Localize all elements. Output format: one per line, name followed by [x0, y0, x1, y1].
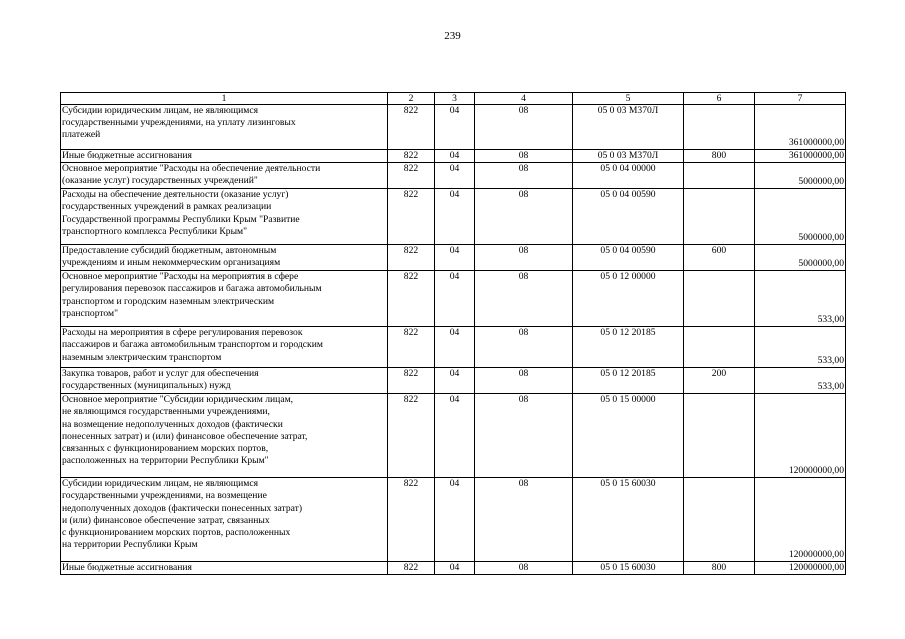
row-description: Основное мероприятие "Расходы на мероприятия в сфере регулирования перевозок пассажиров и багажа автомобильным транспортом и городским наземным электрическим транспортом" [61, 271, 388, 327]
target-item-code: 05 0 12 00000 [573, 271, 684, 327]
expense-type-code [684, 394, 755, 478]
target-item-code: 05 0 04 00590 [573, 245, 684, 271]
row-description: Основное мероприятие "Расходы на обеспечение деятельности (оказание услуг) государственных учреждений" [61, 163, 388, 189]
ministry-code: 822 [388, 105, 435, 150]
expense-type-code [684, 478, 755, 562]
subsection-code: 08 [475, 394, 573, 478]
section-code: 04 [435, 163, 475, 189]
subsection-code: 08 [475, 163, 573, 189]
row-description: Предоставление субсидий бюджетным, автономным учреждениям и иным некоммерческим организациям [61, 245, 388, 271]
amount: 533,00 [755, 368, 846, 394]
subsection-code: 08 [475, 327, 573, 368]
ministry-code: 822 [388, 562, 435, 575]
amount: 120000000,00 [755, 562, 846, 575]
budget-table [60, 92, 846, 575]
ministry-code: 822 [388, 163, 435, 189]
subsection-code: 08 [475, 105, 573, 150]
target-item-code: 05 0 12 20185 [573, 368, 684, 394]
section-code: 04 [435, 189, 475, 245]
ministry-code: 822 [388, 245, 435, 271]
section-code: 04 [435, 562, 475, 575]
section-code: 04 [435, 327, 475, 368]
target-item-code: 05 0 03 М370Л [573, 150, 684, 163]
subsection-code: 08 [475, 562, 573, 575]
amount: 533,00 [755, 271, 846, 327]
page-number: 239 [444, 30, 461, 42]
row-description: Иные бюджетные ассигнования [61, 562, 388, 575]
subsection-code: 08 [475, 478, 573, 562]
column-header: 1 [61, 93, 388, 105]
column-header: 3 [435, 93, 475, 105]
table-header-row [61, 93, 846, 105]
row-description: Расходы на мероприятия в сфере регулирования перевозок пассажиров и багажа автомобильным транспортом и городским наземным электрическим транспортом [61, 327, 388, 368]
amount: 361000000,00 [755, 105, 846, 150]
table-row [61, 327, 846, 368]
amount: 120000000,00 [755, 394, 846, 478]
table-row [61, 271, 846, 327]
target-item-code: 05 0 04 00590 [573, 189, 684, 245]
section-code: 04 [435, 271, 475, 327]
expense-type-code: 600 [684, 245, 755, 271]
table-body [61, 105, 846, 575]
row-description: Закупка товаров, работ и услуг для обеспечения государственных (муниципальных) нужд [61, 368, 388, 394]
column-header: 4 [475, 93, 573, 105]
table-row [61, 478, 846, 562]
target-item-code: 05 0 15 60030 [573, 478, 684, 562]
table-row [61, 368, 846, 394]
section-code: 04 [435, 368, 475, 394]
table-row [61, 245, 846, 271]
ministry-code: 822 [388, 271, 435, 327]
ministry-code: 822 [388, 394, 435, 478]
expense-type-code: 800 [684, 150, 755, 163]
table-row [61, 105, 846, 150]
amount: 533,00 [755, 327, 846, 368]
row-description: Субсидии юридическим лицам, не являющимся государственными учреждениями, на уплату лизинговых платежей [61, 105, 388, 150]
row-description: Расходы на обеспечение деятельности (оказание услуг) государственных учреждений в рамках реализации Государственной программы Республики Крым "Развитие транспортного комплекса Республики Крым" [61, 189, 388, 245]
target-item-code: 05 0 15 00000 [573, 394, 684, 478]
ministry-code: 822 [388, 150, 435, 163]
column-header: 7 [755, 93, 846, 105]
table-row [61, 562, 846, 575]
target-item-code: 05 0 15 60030 [573, 562, 684, 575]
section-code: 04 [435, 105, 475, 150]
expense-type-code: 200 [684, 368, 755, 394]
table-row [61, 189, 846, 245]
subsection-code: 08 [475, 271, 573, 327]
row-description: Основное мероприятие "Субсидии юридическим лицам, не являющимся государственными учреждениями, на возмещение недополученных доходов (фактически понесенных затрат) и (или) финансовое обеспечение затрат, связанных с функционированием морских портов, расположенных на территории Республики Крым" [61, 394, 388, 478]
ministry-code: 822 [388, 189, 435, 245]
amount: 361000000,00 [755, 150, 846, 163]
row-description: Субсидии юридическим лицам, не являющимся государственными учреждениями, на возмещение недополученных доходов (фактически понесенных затрат) и (или) финансовое обеспечение затрат, связанных с функционированием морских портов, расположенных на территории Республики Крым [61, 478, 388, 562]
subsection-code: 08 [475, 150, 573, 163]
ministry-code: 822 [388, 478, 435, 562]
expense-type-code: 800 [684, 562, 755, 575]
expense-type-code [684, 189, 755, 245]
amount: 5000000,00 [755, 245, 846, 271]
amount: 5000000,00 [755, 163, 846, 189]
target-item-code: 05 0 12 20185 [573, 327, 684, 368]
amount: 5000000,00 [755, 189, 846, 245]
section-code: 04 [435, 150, 475, 163]
table-row [61, 150, 846, 163]
table-row [61, 394, 846, 478]
subsection-code: 08 [475, 368, 573, 394]
subsection-code: 08 [475, 189, 573, 245]
expense-type-code [684, 163, 755, 189]
column-header: 5 [573, 93, 684, 105]
column-header: 6 [684, 93, 755, 105]
subsection-code: 08 [475, 245, 573, 271]
column-header: 2 [388, 93, 435, 105]
section-code: 04 [435, 245, 475, 271]
expense-type-code [684, 271, 755, 327]
row-description: Иные бюджетные ассигнования [61, 150, 388, 163]
amount: 120000000,00 [755, 478, 846, 562]
expense-type-code [684, 327, 755, 368]
target-item-code: 05 0 04 00000 [573, 163, 684, 189]
ministry-code: 822 [388, 368, 435, 394]
table-row [61, 163, 846, 189]
target-item-code: 05 0 03 М370Л [573, 105, 684, 150]
section-code: 04 [435, 478, 475, 562]
section-code: 04 [435, 394, 475, 478]
expense-type-code [684, 105, 755, 150]
ministry-code: 822 [388, 327, 435, 368]
